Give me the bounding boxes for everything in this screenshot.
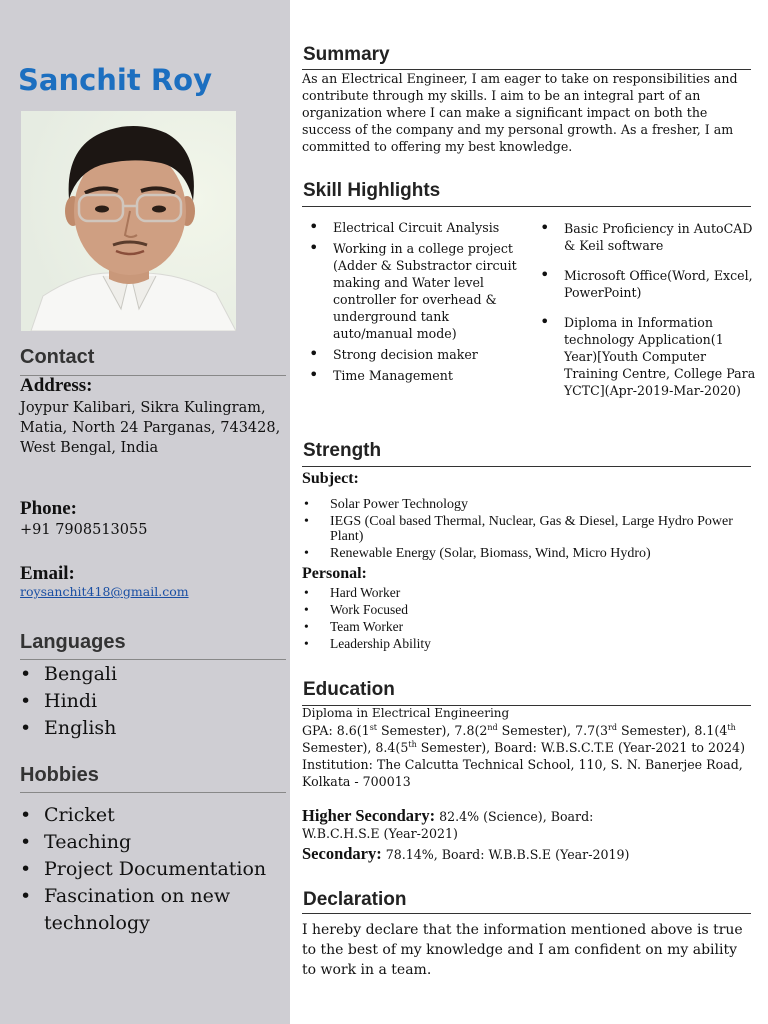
hobbies-heading: Hobbies xyxy=(20,764,99,786)
strength-heading: Strength xyxy=(303,440,382,461)
skills-heading: Skill Highlights xyxy=(303,180,441,201)
gpa-item: 8.1(4th Semester), xyxy=(302,722,736,755)
profile-photo xyxy=(21,111,236,331)
personal-item: • Team Worker xyxy=(302,619,742,634)
higher-secondary xyxy=(302,807,632,842)
gpa-item: 8.4(5th Semester), xyxy=(375,739,495,755)
address-label: Address: xyxy=(20,375,93,396)
hobby-item: • Teaching xyxy=(20,829,282,856)
language-item: • Hindi xyxy=(20,688,282,715)
hobby-item: • Cricket xyxy=(20,802,282,829)
summary-heading: Summary xyxy=(303,44,390,65)
skill-item: • Diploma in Information technology Application(1 Year)[Youth Computer Training Centre, College Para YCTC](Apr-2019-Mar-2020) xyxy=(533,314,759,399)
language-item: • Bengali xyxy=(20,661,282,688)
secondary-label: Secondary: xyxy=(302,844,382,863)
skills-divider xyxy=(302,206,751,207)
skills-list-left xyxy=(302,219,517,388)
skill-item: • Electrical Circuit Analysis xyxy=(302,219,517,236)
languages-divider xyxy=(20,659,286,660)
languages-list xyxy=(20,661,282,742)
personal-item: • Leadership Ability xyxy=(302,636,742,651)
strength-divider xyxy=(302,466,751,467)
education-gpa xyxy=(302,722,764,756)
secondary-value: 78.14%, Board: W.B.B.S.E (Year-2019) xyxy=(381,847,630,862)
declaration-divider xyxy=(302,913,751,914)
education-heading: Education xyxy=(303,679,395,700)
personal-item: • Hard Worker xyxy=(302,585,742,600)
main-content xyxy=(290,0,768,1024)
declaration-heading: Declaration xyxy=(303,889,407,910)
skill-item: • Basic Proficiency in AutoCAD & Keil software xyxy=(533,220,759,254)
contact-heading: Contact xyxy=(20,346,95,368)
gpa-label: GPA: xyxy=(302,723,337,738)
secondary xyxy=(302,845,764,863)
skill-item: • Time Management xyxy=(302,367,517,384)
skills-list-right xyxy=(533,220,759,403)
personal-item: • Work Focused xyxy=(302,602,742,617)
gpa-item: 7.7(3rd Semester), xyxy=(575,722,695,738)
personal-list xyxy=(302,585,742,653)
higher-secondary-label: Higher Secondary: xyxy=(302,806,436,825)
subject-list xyxy=(302,497,742,563)
sidebar xyxy=(0,0,290,1024)
email-label: Email: xyxy=(20,563,75,584)
languages-heading: Languages xyxy=(20,631,126,653)
subject-item: • Solar Power Technology xyxy=(302,497,742,512)
phone-value: +91 7908513055 xyxy=(20,522,148,538)
subject-item: • IEGS (Coal based Thermal, Nuclear, Gas & Diesel, Large Hydro Power Plant) xyxy=(302,514,742,544)
education-institution: Institution: The Calcutta Technical School, 110, S. N. Banerjee Road, Kolkata - 700013 xyxy=(302,757,743,789)
hobbies-list xyxy=(20,802,282,937)
personal-label: Personal: xyxy=(302,565,367,582)
skill-item: • Strong decision maker xyxy=(302,346,517,363)
phone-label: Phone: xyxy=(20,498,77,519)
higher-secondary-value: 82.4% (Science), Board: W.B.C.H.S.E (Year-2021) xyxy=(302,809,594,841)
hobbies-divider xyxy=(20,792,286,793)
diploma-title: Diploma in Electrical Engineering xyxy=(302,706,510,720)
gpa-item: 7.8(2nd Semester), xyxy=(454,722,576,738)
summary-text: As an Electrical Engineer, I am eager to take on responsibilities and contribute through my skills. I aim to be an integral part of an organization where I can make a significant impact on both the success of the company and my personal growth. As a fresher, I am committed to offering my best knowledge. xyxy=(302,71,738,154)
declaration-text: I hereby declare that the information mentioned above is true to the best of my knowledge and I am confident on my ability to work in a team. xyxy=(302,922,743,978)
hobby-item: • Fascination on new technology xyxy=(20,883,282,937)
education-board: Board: W.B.S.C.T.E (Year-2021 to 2024) xyxy=(494,740,745,755)
skill-item: • Microsoft Office(Word, Excel, PowerPoint) xyxy=(533,267,759,301)
gpa-item: 8.6(1st Semester), xyxy=(336,722,455,738)
hobby-item: • Project Documentation xyxy=(20,856,282,883)
candidate-name: Sanchit Roy xyxy=(18,63,212,97)
skill-item: • Working in a college project (Adder & Substractor circuit making and Water level controller for overhead & underground tank auto/manual mode) xyxy=(302,240,517,342)
subject-label: Subject: xyxy=(302,470,359,487)
language-item: • English xyxy=(20,715,282,742)
email-link[interactable]: roysanchit418@gmail.com xyxy=(20,584,189,599)
address-value: Joypur Kalibari, Sikra Kulingram, Matia, North 24 Parganas, 743428, West Bengal, India xyxy=(20,400,281,456)
subject-item: • Renewable Energy (Solar, Biomass, Wind, Micro Hydro) xyxy=(302,546,742,561)
